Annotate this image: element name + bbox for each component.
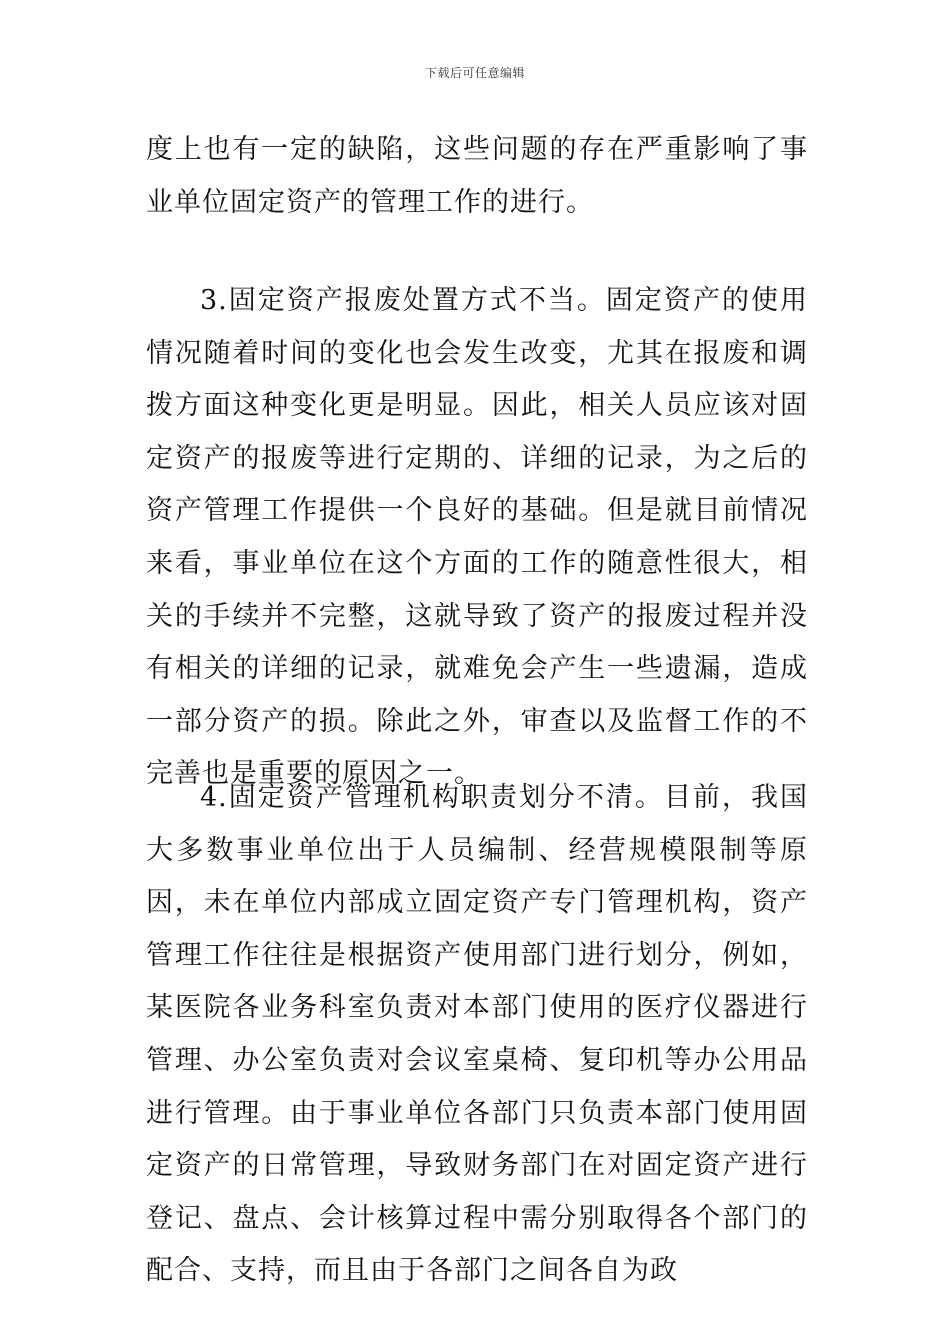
paragraph-section-4: 4.固定资产管理机构职责划分不清。目前，我国大多数事业单位出于人员编制、经营规模限制等原因，未在单位内部成立固定资产专门管理机构，资产管理工作往往是根据资产使用部门进行划分，例如，某医院各业务科室负责对本部门使用的医疗仪器进行管理、办公室负责对会议室桌椅、复印机等办公用品进行管理。由于事业单位各部门只负责本部门使用固定资产的日常管理，导致财务部门在对固定资产进行登记、盘点、会计核算过程中需分别取得各个部门的配合、支持，而且由于各部门之间各自为政 [146,782,808,1287]
paragraph-section-3: 3.固定资产报废处置方式不当。固定资产的使用情况随着时间的变化也会发生改变，尤其在报废和调拨方面这种变化更是明显。因此，相关人员应该对固定资产的报废等进行定期的、详细的记录，为之后的资产管理工作提供一个良好的基础。但是就目前情况来看，事业单位在这个方面的工作的随意性很大，相关的手续并不完整，这就导致了资产的报废过程并没有相关的详细的记录，就难免会产生一些遗漏，造成一部分资产的损。除此之外，审查以及监督工作的不完善也是重要的原因之一。 [146,285,808,790]
paragraph-continuation: 度上也有一定的缺陷，这些问题的存在严重影响了事业单位固定资产的管理工作的进行。 [146,134,808,218]
page-header: 下载后可任意编辑 [424,66,525,80]
